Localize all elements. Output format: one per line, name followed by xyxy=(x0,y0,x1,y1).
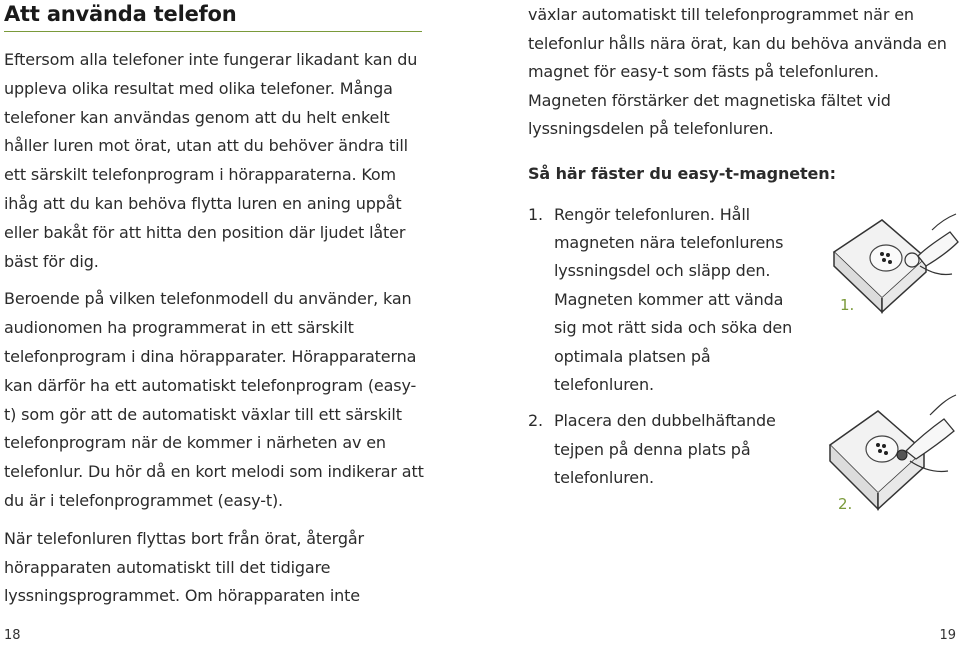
magnet-paragraph: växlar automatiskt till telefonprogrammet när en telefonlur hålls nära örat, kan du behöva använda en magnet för easy-t som fästs på telefonluren. Magneten förstärker det magnetiska fältet vid lyssningsdelen på telefonluren. xyxy=(528,5,947,138)
title-divider xyxy=(4,31,422,32)
instructions-heading: Så här fäster du easy-t-magneten: xyxy=(528,163,836,183)
page-number-left: 18 xyxy=(4,628,21,643)
easy-t-paragraph: Beroende på vilken telefonmodell du använder, kan audionomen ha programmerat in ett särskilt telefonprogram i dina hörapparater. Hörapparaterna kan därför ha ett automatiskt telefonprogram (easy-t) som gör att de automatiskt växlar till ett särskilt telefonprogram när de kommer i närheten av en telefonlur. Du hör då en kort melodi som indikerar att du är i telefonprogrammet (easy-t). xyxy=(4,289,424,510)
step-text: Rengör telefonluren. Håll magneten nära telefonlurens lyssningsdel och släpp den. Magneten kommer att vända sig mot rätt sida och söka den optimala platsen på telefonluren. xyxy=(554,204,793,394)
intro-paragraph: Eftersom alla telefoner inte fungerar likadant kan du uppleva olika resultat med olika telefoner. Många telefoner kan användas genom att du helt enkelt håller luren mot örat, utan att du behöver ändra till ett särskilt telefonprogram i hörapparaterna. Kom ihåg att du kan behöva flytta luren en aning uppåt eller bakåt för att hitta den position där ljudet låter bäst för dig. xyxy=(4,50,418,271)
left-page xyxy=(4,0,424,611)
step-number: 1. xyxy=(528,204,543,224)
page-number-right: 19 xyxy=(939,628,956,643)
illustration-label: 1. xyxy=(840,296,855,314)
page-title: Att använda telefon xyxy=(4,2,237,26)
step-number: 2. xyxy=(528,411,543,431)
illustration-label: 2. xyxy=(838,495,853,513)
phone-away-paragraph: När telefonluren flyttas bort från örat, återgår hörapparaten automatiskt till det tidigare lyssningsprogrammet. Om hörapparaten inte xyxy=(4,528,364,606)
step-text: Placera den dubbelhäftande tejpen på denna plats på telefonluren. xyxy=(554,411,776,488)
